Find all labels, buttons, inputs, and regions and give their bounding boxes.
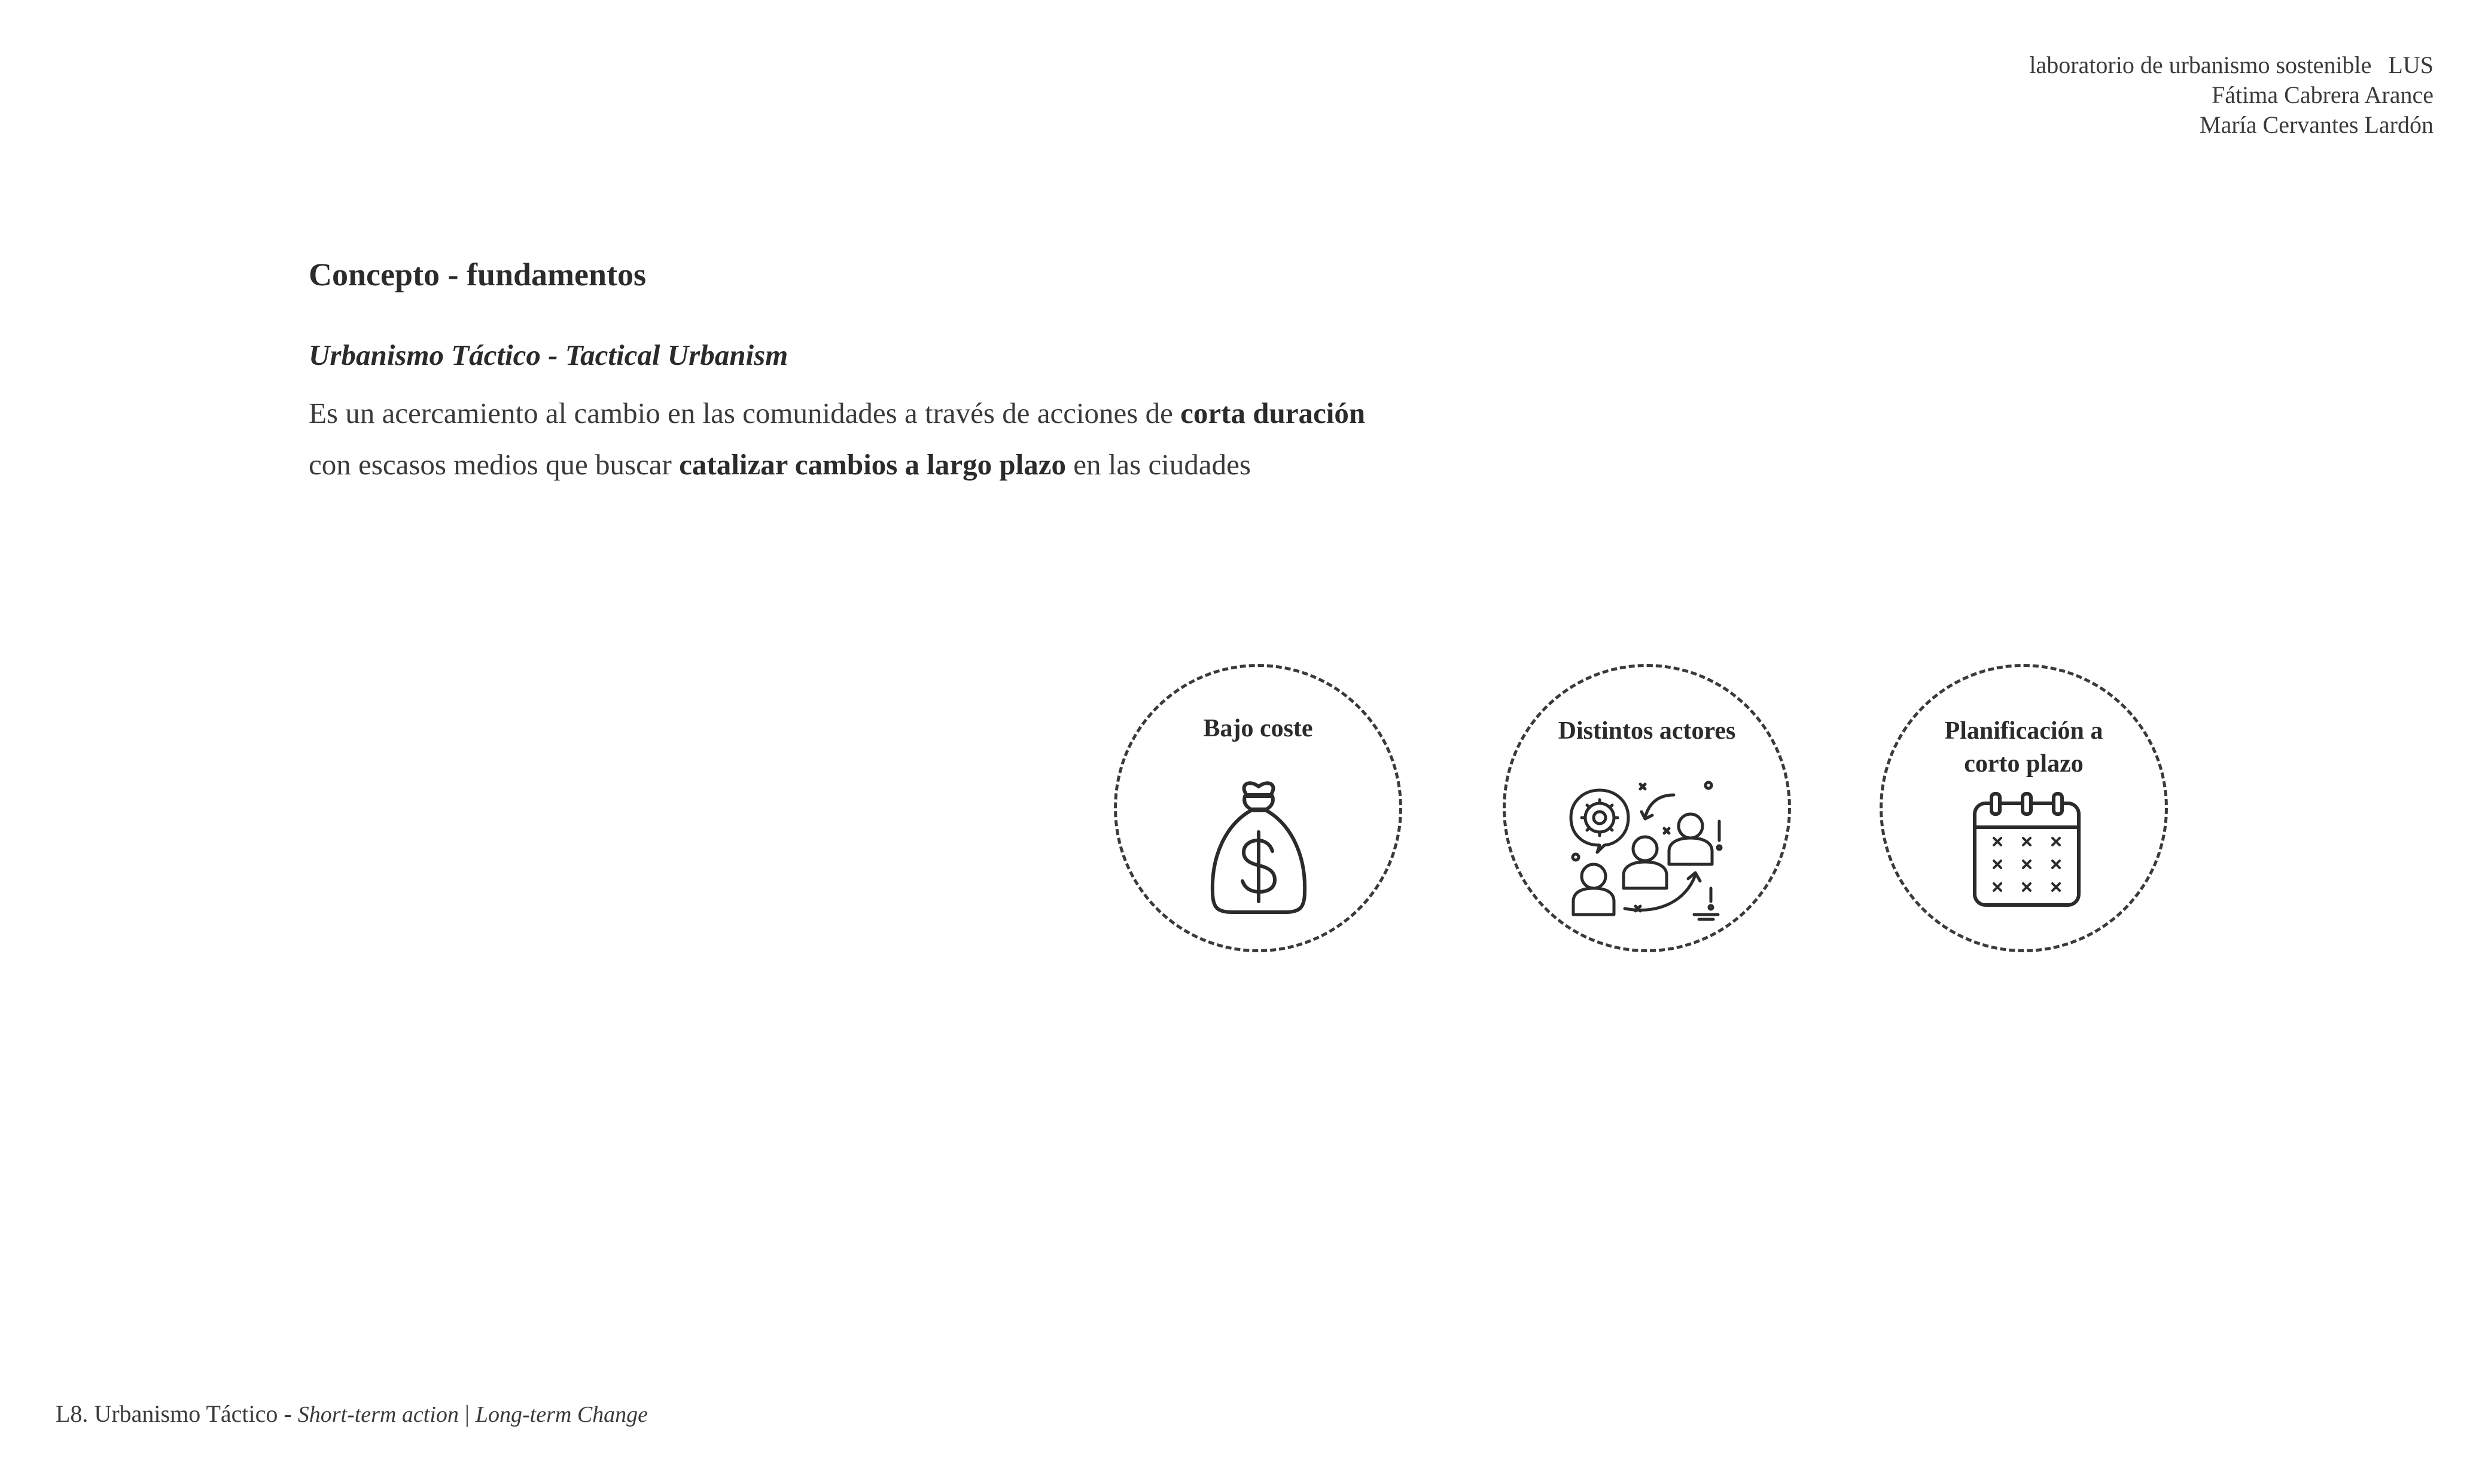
feature-low-cost-label: Bajo coste	[1203, 715, 1313, 742]
body-line-1-bold: corta duración	[1180, 397, 1366, 429]
body-line-1	[309, 388, 1365, 439]
feature-short-term-planning	[1880, 664, 2168, 952]
feature-short-term-planning-label	[1883, 715, 2165, 781]
footer-long-term: Long-term Change	[475, 1402, 648, 1427]
footer-separator: |	[464, 1400, 470, 1427]
body-line-2-bold: catalizar cambios a largo plazo	[679, 448, 1067, 481]
author-2: María Cervantes Lardón	[2200, 111, 2434, 138]
lab-acronym: LUS	[2388, 51, 2434, 78]
feature-low-cost	[1114, 664, 1402, 952]
body-line-2-end: en las ciudades	[1066, 448, 1251, 481]
body-line-1-text: Es un acercamiento al cambio en las comunidades a través de acciones de	[309, 397, 1181, 429]
section-title: Concepto - fundamentos	[309, 257, 647, 292]
subtitle: Urbanismo Táctico - Tactical Urbanism	[309, 339, 788, 371]
feature-short-term-planning-label-line1: Planificación a	[1944, 717, 2103, 745]
feature-various-actors	[1503, 664, 1791, 952]
author-1: Fátima Cabrera Arance	[2212, 81, 2434, 108]
page-header	[2029, 50, 2434, 140]
people-network-icon	[1569, 773, 1730, 923]
page-footer	[56, 1400, 648, 1428]
footer-short-term: Short-term action	[297, 1402, 459, 1427]
body-line-2-text: con escasos medios que buscar	[309, 448, 680, 481]
money-bag-icon	[1208, 778, 1309, 928]
feature-short-term-planning-label-line2: corto plazo	[1964, 750, 2084, 778]
feature-various-actors-label: Distintos actores	[1558, 717, 1736, 745]
lab-name: laboratorio de urbanismo sostenible	[2029, 51, 2372, 78]
body-paragraph	[309, 388, 1365, 490]
body-line-2	[309, 439, 1365, 490]
lab-line	[2029, 50, 2434, 80]
footer-code: L8. Urbanismo Táctico -	[56, 1400, 298, 1427]
calendar-icon	[1970, 790, 2084, 910]
